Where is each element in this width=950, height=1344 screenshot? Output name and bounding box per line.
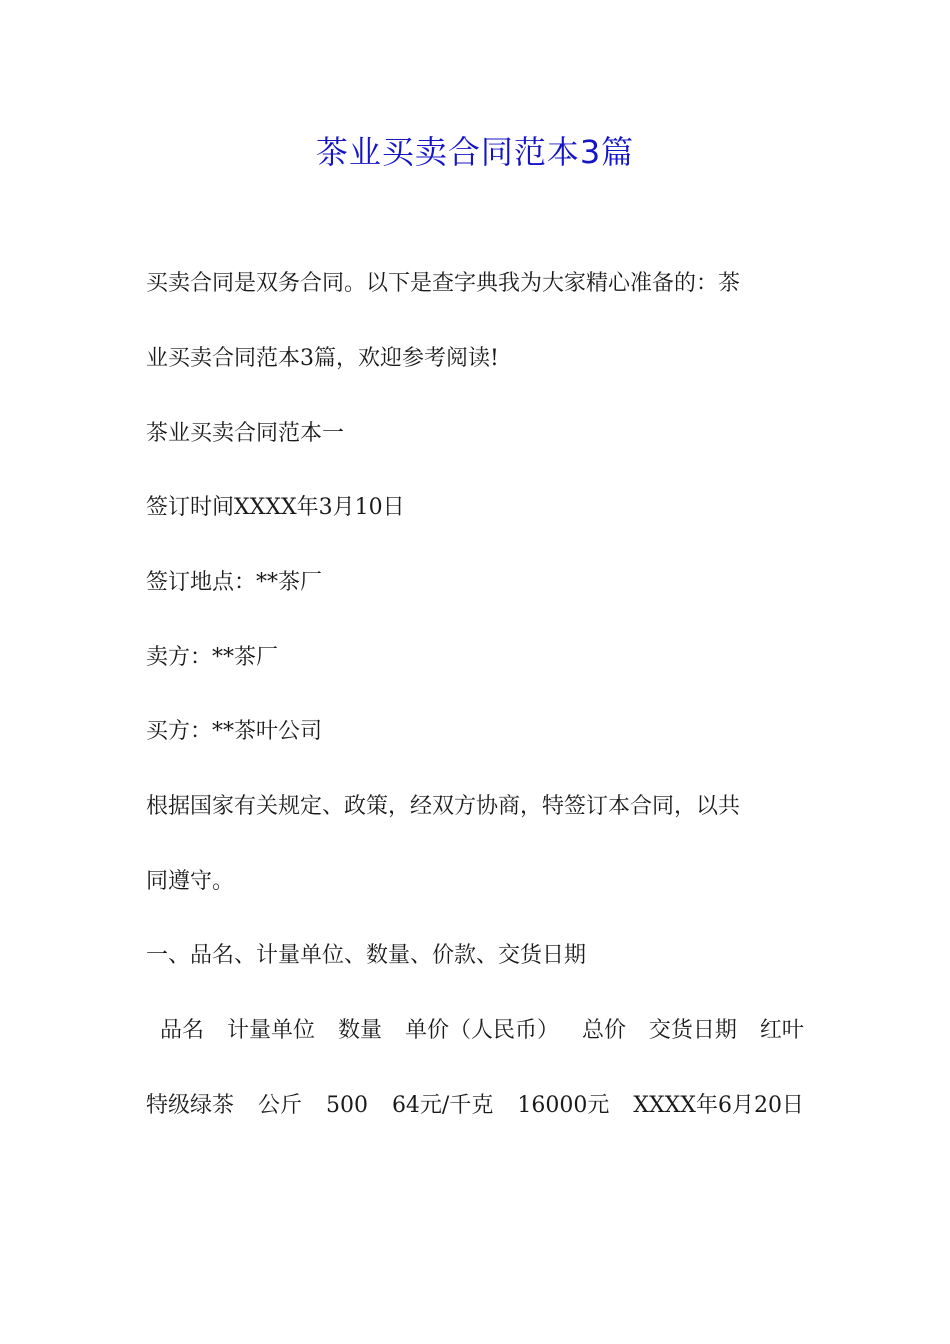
- table-cell: 64元/千克: [391, 1093, 494, 1118]
- table-cell: 特级绿茶: [146, 1093, 235, 1118]
- paragraph-agreement-line-2: 同遵守。: [146, 869, 235, 894]
- signing-place: 签订地点：**茶厂: [146, 570, 323, 595]
- table-row: [146, 1090, 804, 1122]
- clause-one-heading: 一、品名、计量单位、数量、价款、交货日期: [146, 943, 587, 968]
- signing-date: 签订时间XXXX年3月10日: [146, 495, 405, 520]
- table-header-cell: 红叶: [759, 1018, 804, 1043]
- table-cell: 16000元: [517, 1093, 610, 1118]
- paragraph-intro-line-1: 买卖合同是双务合同。以下是查字典我为大家精心准备的：茶: [146, 271, 741, 296]
- table-cell: 500: [325, 1093, 368, 1118]
- table-header-cell: 交货日期: [648, 1018, 737, 1043]
- document-title: 茶业买卖合同范本3篇: [315, 133, 635, 171]
- buyer: 买方：**茶叶公司: [146, 719, 323, 744]
- table-header-cell: 数量: [337, 1018, 382, 1043]
- section-heading-contract-one: 茶业买卖合同范本一: [146, 421, 345, 446]
- table-header-cell: 计量单位: [226, 1018, 315, 1043]
- table-cell: XXXX年6月20日: [633, 1093, 804, 1118]
- table-header-cell: 总价: [581, 1018, 626, 1043]
- table-cell: 公斤: [257, 1093, 302, 1118]
- table-header-cell: 单价（人民币）: [404, 1018, 559, 1043]
- table-header-row: [146, 1015, 804, 1047]
- paragraph-agreement-line-1: 根据国家有关规定、政策，经双方协商，特签订本合同，以共: [146, 794, 741, 819]
- table-header-cell: 品名: [160, 1018, 205, 1043]
- paragraph-intro-line-2: 业买卖合同范本3篇，欢迎参考阅读!: [146, 346, 499, 371]
- seller: 卖方：**茶厂: [146, 645, 279, 670]
